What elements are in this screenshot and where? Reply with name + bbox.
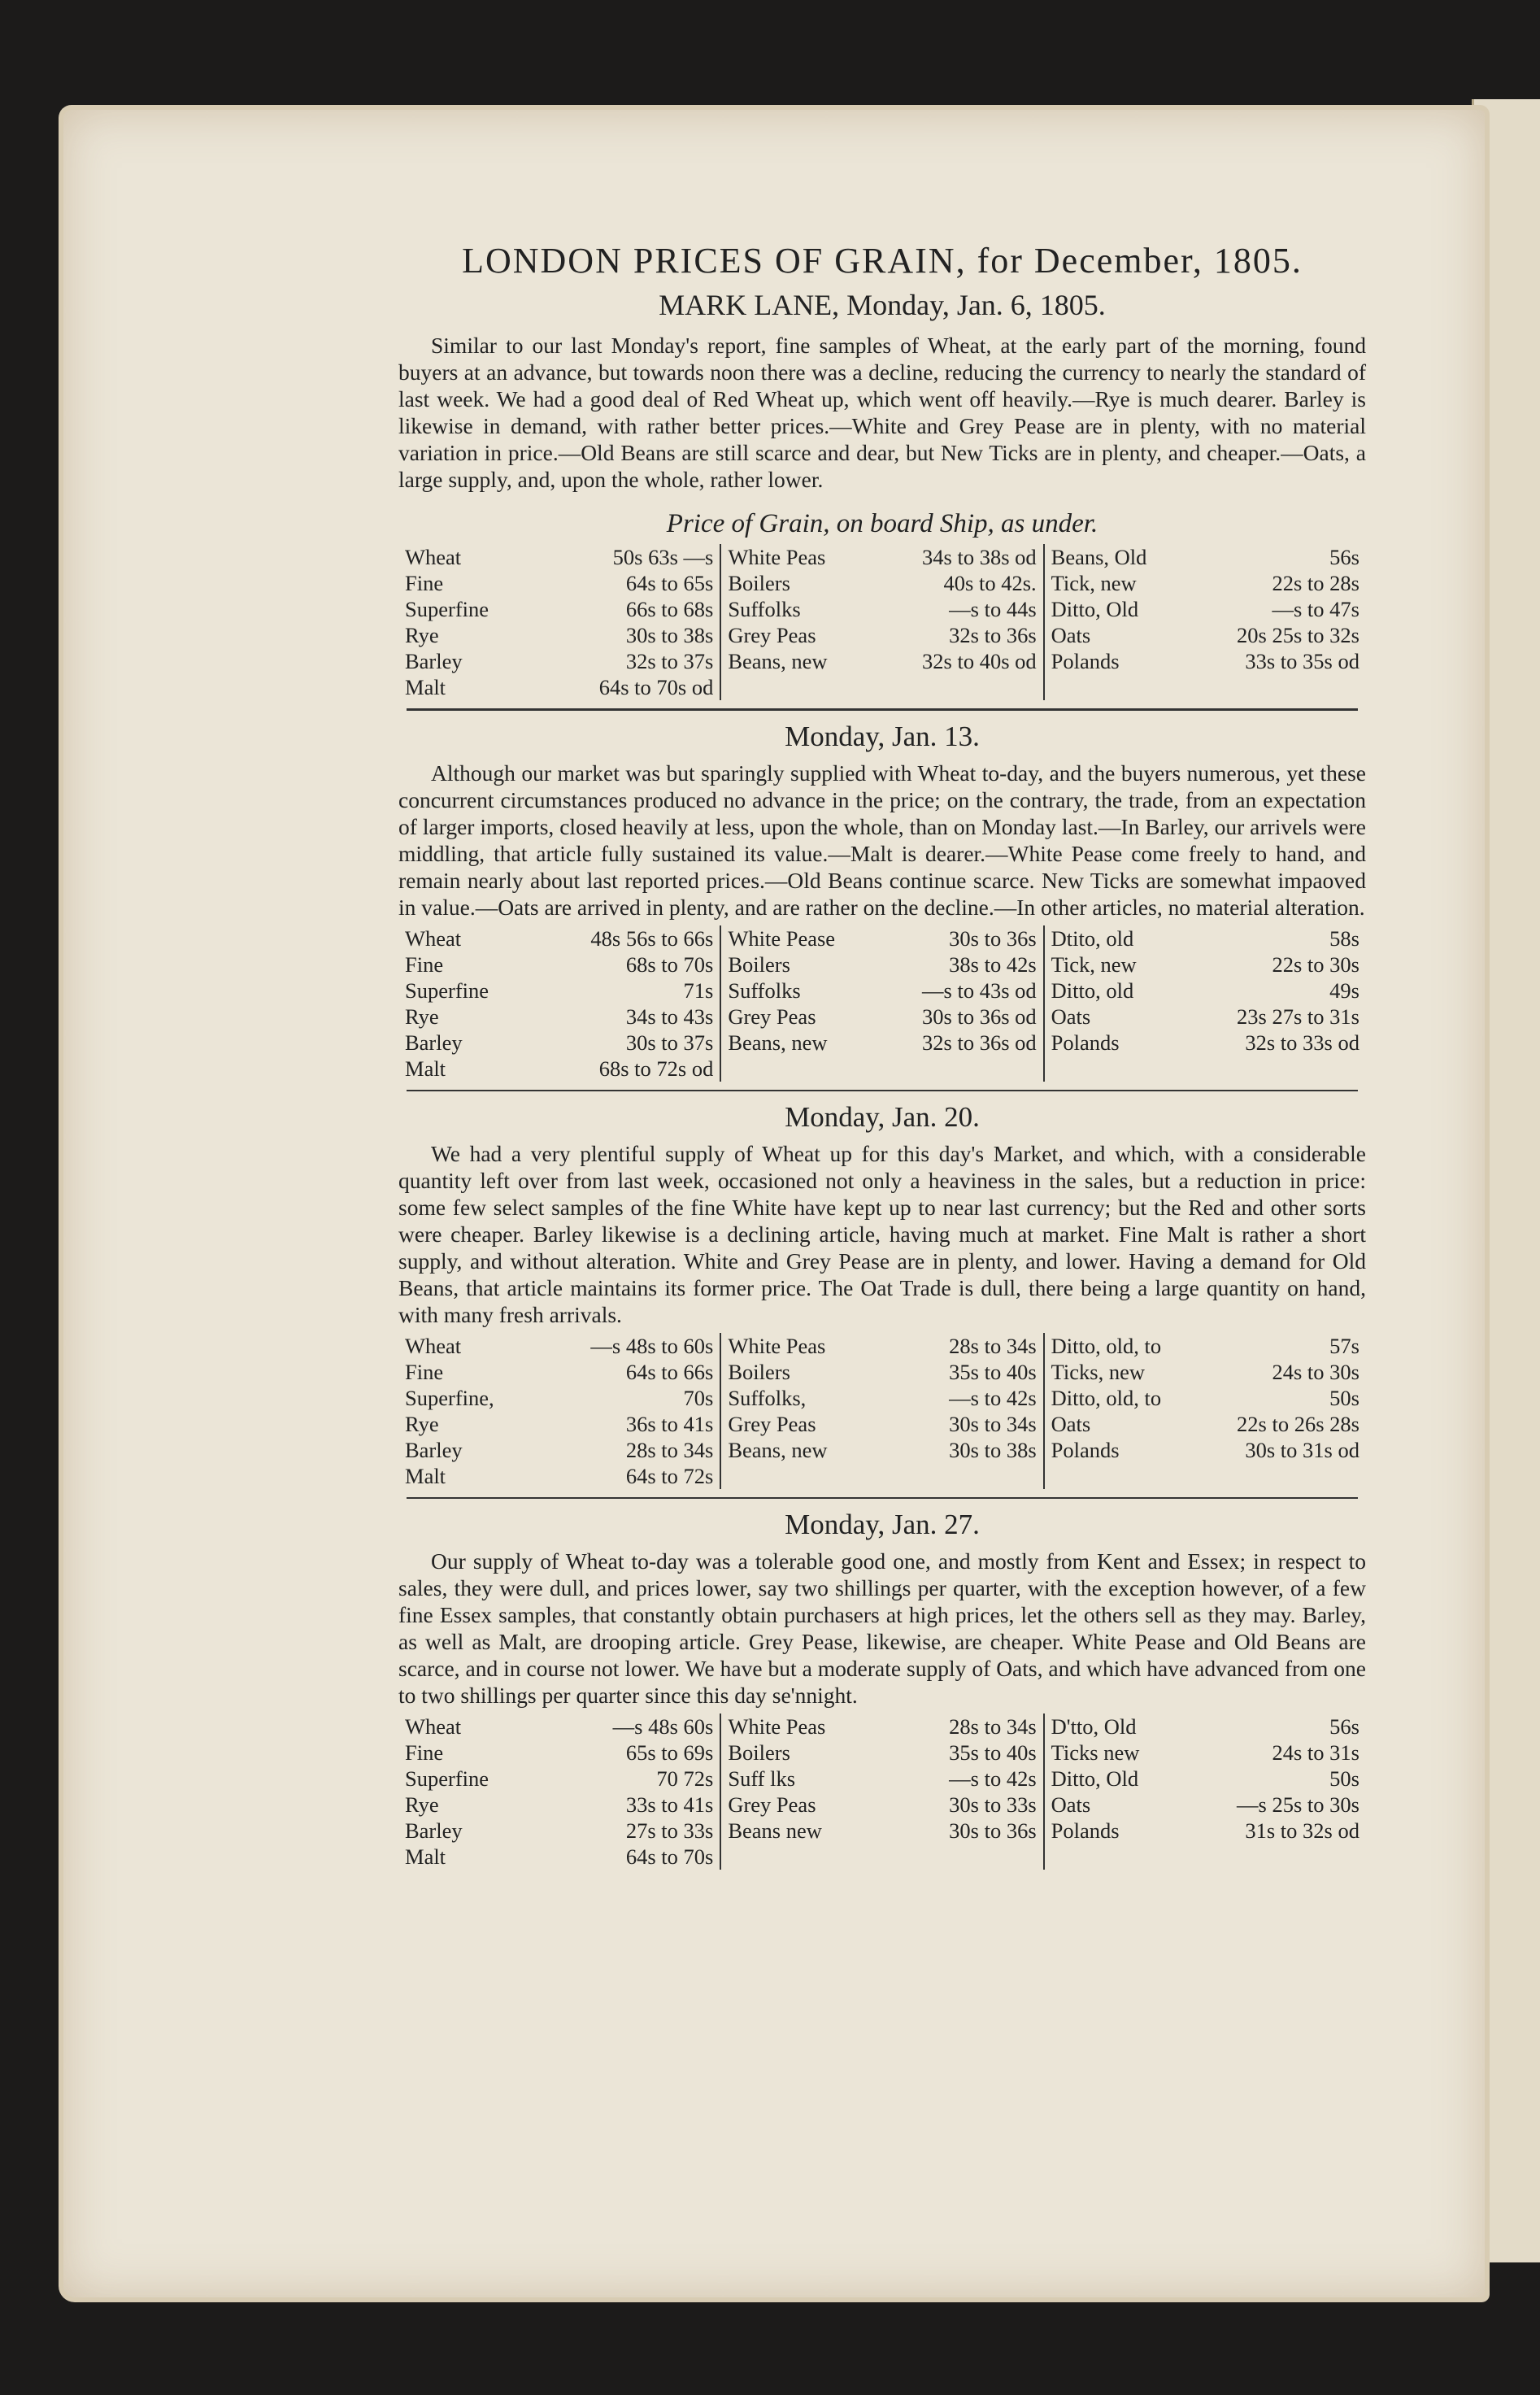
grain-price: 30s to 38s xyxy=(625,623,714,647)
price-row xyxy=(1051,1714,1359,1740)
price-row xyxy=(405,1359,713,1385)
grain-name: White Peas xyxy=(728,1714,826,1739)
price-row xyxy=(405,1740,713,1766)
grain-name: Malt xyxy=(405,1464,446,1488)
grain-price: 30s to 36s xyxy=(949,1818,1037,1843)
grain-name: Superfine, xyxy=(405,1386,494,1410)
grain-price: 31s to 32s od xyxy=(1245,1818,1359,1843)
grain-price: 28s to 34s xyxy=(625,1438,714,1462)
price-column xyxy=(1043,925,1366,1082)
grain-name: Fine xyxy=(405,952,444,977)
price-row xyxy=(1051,1437,1359,1463)
grain-price: 57s xyxy=(1329,1334,1359,1358)
price-row xyxy=(1051,978,1359,1004)
grain-price: 48s 56s to 66s xyxy=(590,926,714,951)
grain-name: Ticks, new xyxy=(1051,1360,1145,1384)
grain-name: Polands xyxy=(1051,1438,1120,1462)
grain-name: Suff lks xyxy=(728,1766,796,1791)
grain-name: Superfine xyxy=(405,597,489,621)
price-row xyxy=(405,1463,713,1489)
price-table xyxy=(398,1714,1366,1870)
price-row xyxy=(728,1333,1036,1359)
price-column xyxy=(720,1333,1042,1489)
section-paragraph: Similar to our last Monday's report, fine samples of Wheat, at the early part of the morning, found buyers at an advance, but towards noon there was a decline, reducing the currency to nearly the standard of last week. We had a good deal of Red Wheat up, which went off heavily.—Rye is much dearer. Barley is likewise in demand, with rather better prices.—White and Grey Pease are in plenty, with no material variation in price.—Old Beans are still scarce and dear, but New Ticks are in plenty, and cheaper.—Oats, a large supply, and, upon the whole, rather lower. xyxy=(398,333,1366,492)
price-row xyxy=(405,1766,713,1792)
grain-name: Wheat xyxy=(405,1714,462,1739)
report-subtitle: MARK LANE, Monday, Jan. 6, 1805. xyxy=(659,289,1106,321)
grain-name: Barley xyxy=(405,649,463,673)
price-row xyxy=(1051,1792,1359,1818)
price-column xyxy=(1043,1333,1366,1489)
section-paragraph: Our supply of Wheat to-day was a tolerable good one, and mostly from Kent and Essex; in respect to sales, they were dull, and prices lower, say two shillings per quarter, with the exception however, of a few fine Essex samples, that constantly obtain purchasers at high prices, let the others sell as they may. Barley, as well as Malt, are drooping article. Grey Pease, likewise, are cheaper. White Pease and Old Beans are scarce, and in course not lower. We have but a moderate supply of Oats, and which have advanced from one to two shillings per quarter since this day se'nnight. xyxy=(398,1548,1366,1708)
grain-price: 64s to 72s xyxy=(625,1464,714,1488)
grain-price: 33s to 35s od xyxy=(1245,649,1359,673)
grain-name: Ticks new xyxy=(1051,1740,1140,1765)
grain-price: 64s to 65s xyxy=(625,571,714,595)
section-divider xyxy=(407,1497,1358,1499)
grain-name: Suffolks xyxy=(728,597,801,621)
section-jan-13 xyxy=(398,721,1366,1091)
grain-name: Boilers xyxy=(728,1740,790,1765)
grain-price: 49s xyxy=(1329,978,1359,1003)
grain-name: Fine xyxy=(405,1740,444,1765)
grain-name: Boilers xyxy=(728,952,790,977)
grain-price: 65s to 69s xyxy=(625,1740,714,1765)
grain-name: White Peas xyxy=(728,545,826,569)
price-row xyxy=(405,1004,713,1030)
price-column xyxy=(1043,1714,1366,1870)
grain-name: Rye xyxy=(405,623,439,647)
price-table xyxy=(398,1333,1366,1489)
grain-name: Boilers xyxy=(728,1360,790,1384)
grain-name: Rye xyxy=(405,1792,439,1817)
grain-name: Barley xyxy=(405,1818,463,1843)
grain-price: 24s to 31s xyxy=(1272,1740,1359,1765)
grain-price: —s to 42s xyxy=(949,1386,1037,1410)
grain-price: 32s to 36s od xyxy=(922,1030,1037,1055)
price-row xyxy=(1051,1030,1359,1056)
grain-name: Fine xyxy=(405,1360,444,1384)
price-row xyxy=(728,596,1036,622)
grain-name: Polands xyxy=(1051,1818,1120,1843)
price-row xyxy=(405,544,713,570)
price-row xyxy=(728,978,1036,1004)
grain-price: 50s xyxy=(1329,1386,1359,1410)
price-row xyxy=(728,648,1036,674)
grain-name: Grey Peas xyxy=(728,1792,816,1817)
grain-name: Grey Peas xyxy=(728,1412,816,1436)
grain-name: Suffolks xyxy=(728,978,801,1003)
price-row xyxy=(405,1714,713,1740)
price-row xyxy=(1051,1766,1359,1792)
price-row xyxy=(405,1385,713,1411)
grain-price: —s to 47s xyxy=(1272,597,1359,621)
price-row xyxy=(728,1437,1036,1463)
price-row xyxy=(405,622,713,648)
grain-price: 22s to 28s xyxy=(1272,571,1359,595)
grain-price: 22s to 26s 28s xyxy=(1237,1412,1359,1436)
price-row xyxy=(728,951,1036,978)
price-row xyxy=(728,1030,1036,1056)
price-row xyxy=(1051,1004,1359,1030)
grain-name: Barley xyxy=(405,1030,463,1055)
grain-name: Grey Peas xyxy=(728,623,816,647)
price-row xyxy=(1051,622,1359,648)
grain-name: Superfine xyxy=(405,978,489,1003)
grain-name: D'tto, Old xyxy=(1051,1714,1137,1739)
section-jan-6 xyxy=(398,332,1366,711)
price-row xyxy=(1051,925,1359,951)
grain-price: 32s to 37s xyxy=(625,649,714,673)
grain-name: Dtito, old xyxy=(1051,926,1134,951)
price-row xyxy=(1051,1385,1359,1411)
price-row xyxy=(1051,1818,1359,1844)
grain-price: 68s to 72s od xyxy=(598,1056,714,1081)
price-row xyxy=(1051,648,1359,674)
price-row xyxy=(728,1818,1036,1844)
grain-name: Wheat xyxy=(405,545,462,569)
grain-name: Polands xyxy=(1051,649,1120,673)
grain-price: 28s to 34s xyxy=(949,1714,1037,1739)
grain-price: 32s to 40s od xyxy=(922,649,1037,673)
grain-name: Oats xyxy=(1051,623,1091,647)
grain-price: 64s to 70s xyxy=(625,1844,714,1869)
grain-price: 64s to 70s od xyxy=(598,675,714,699)
grain-price: 66s to 68s xyxy=(625,597,714,621)
grain-price: 58s xyxy=(1329,926,1359,951)
grain-price: —s 48s to 60s xyxy=(590,1334,714,1358)
grain-name: Beans, Old xyxy=(1051,545,1147,569)
grain-name: Beans new xyxy=(728,1818,822,1843)
grain-name: Wheat xyxy=(405,1334,462,1358)
price-row xyxy=(405,570,713,596)
grain-price: 68s to 70s xyxy=(625,952,714,977)
price-row xyxy=(405,1792,713,1818)
grain-price: 32s to 36s xyxy=(949,623,1037,647)
price-row xyxy=(728,1385,1036,1411)
grain-price: 30s to 34s xyxy=(949,1412,1037,1436)
grain-name: Ditto, old, to xyxy=(1051,1386,1162,1410)
section-paragraph: We had a very plentiful supply of Wheat up for this day's Market, and which, with a considerable quantity left over from last week, occasioned not only a heaviness in the sales, but a reduction in price: some few select samples of the fine White have kept up to near last currency; but the Red and other sorts were cheaper. Barley likewise is a declining article, having much at market. Fine Malt is rather a short supply, and without alteration. White and Grey Pease are in plenty, and lower. Having a demand for Old Beans, that article maintains its former price. The Oat Trade is dull, there being a large quantity on hand, with many fresh arrivals. xyxy=(398,1141,1366,1327)
grain-price: 50s xyxy=(1329,1766,1359,1791)
price-row xyxy=(405,1056,713,1082)
price-column xyxy=(1043,544,1366,700)
grain-name: Boilers xyxy=(728,571,790,595)
grain-price: 22s to 30s xyxy=(1272,952,1359,977)
grain-price: —s 25s to 30s xyxy=(1237,1792,1359,1817)
grain-name: Tick, new xyxy=(1051,952,1137,977)
price-row xyxy=(728,570,1036,596)
grain-name: Barley xyxy=(405,1438,463,1462)
price-column xyxy=(398,925,720,1082)
grain-price: 28s to 34s xyxy=(949,1334,1037,1358)
grain-name: Oats xyxy=(1051,1412,1091,1436)
grain-name: Malt xyxy=(405,1844,446,1869)
grain-price: 30s to 36s od xyxy=(922,1004,1037,1029)
price-row xyxy=(405,1333,713,1359)
grain-name: Ditto, old xyxy=(1051,978,1134,1003)
section-divider xyxy=(407,708,1358,711)
price-row xyxy=(1051,544,1359,570)
grain-price: 30s to 37s xyxy=(625,1030,714,1055)
grain-price: 27s to 33s xyxy=(625,1818,714,1843)
grain-name: Beans, new xyxy=(728,1438,828,1462)
grain-name: Ditto, Old xyxy=(1051,1766,1139,1791)
grain-price: 36s to 41s xyxy=(625,1412,714,1436)
price-row xyxy=(405,648,713,674)
price-row xyxy=(728,1714,1036,1740)
grain-name: Malt xyxy=(405,1056,446,1081)
grain-price: 32s to 33s od xyxy=(1245,1030,1359,1055)
price-row xyxy=(1051,951,1359,978)
grain-price: 33s to 41s xyxy=(625,1792,714,1817)
price-row xyxy=(728,1792,1036,1818)
grain-price: 40s to 42s. xyxy=(943,571,1037,595)
price-row xyxy=(405,978,713,1004)
grain-name: Superfine xyxy=(405,1766,489,1791)
grain-name: Ditto, old, to xyxy=(1051,1334,1162,1358)
grain-name: Rye xyxy=(405,1004,439,1029)
price-column xyxy=(720,925,1042,1082)
grain-name: Oats xyxy=(1051,1792,1091,1817)
price-row xyxy=(405,1437,713,1463)
grain-name: Wheat xyxy=(405,926,462,951)
grain-price: 34s to 43s xyxy=(625,1004,714,1029)
price-table xyxy=(398,544,1366,700)
price-row xyxy=(728,1411,1036,1437)
grain-price: —s to 44s xyxy=(949,597,1037,621)
grain-report xyxy=(398,240,1366,1870)
grain-price: 30s to 33s xyxy=(949,1792,1037,1817)
grain-price: —s 48s 60s xyxy=(612,1714,714,1739)
grain-price: 71s xyxy=(683,978,714,1003)
price-row xyxy=(405,596,713,622)
price-column xyxy=(398,544,720,700)
section-heading: Monday, Jan. 13. xyxy=(785,721,980,752)
table-heading: Price of Grain, on board Ship, as under. xyxy=(666,509,1098,538)
grain-price: 20s 25s to 32s xyxy=(1237,623,1359,647)
page-title: LONDON PRICES OF GRAIN, for December, 1805. xyxy=(462,241,1303,281)
price-row xyxy=(728,925,1036,951)
price-row xyxy=(728,1004,1036,1030)
grain-price: 35s to 40s xyxy=(949,1360,1037,1384)
section-jan-27 xyxy=(398,1509,1366,1870)
price-row xyxy=(1051,1740,1359,1766)
grain-price: 70s xyxy=(683,1386,714,1410)
grain-name: Oats xyxy=(1051,1004,1091,1029)
grain-name: Polands xyxy=(1051,1030,1120,1055)
grain-price: 70 72s xyxy=(656,1766,714,1791)
grain-name: Suffolks, xyxy=(728,1386,807,1410)
price-column xyxy=(398,1714,720,1870)
price-row xyxy=(1051,596,1359,622)
section-paragraph: Although our market was but sparingly supplied with Wheat to-day, and the buyers numerous, yet these concurrent circumstances produced no advance in the price; on the contrary, the trade, from an expectation of larger imports, closed heavily at less, upon the whole, than on Monday last.—In Barley, our arrivels were middling, that article fully sustained its value.—Malt is dearer.—White Pease come freely to hand, and remain nearly about last reported prices.—Old Beans continue scarce. New Ticks are somewhat impaoved in value.—Oats are arrived in plenty, and are rather on the decline.—In other articles, no material alteration. xyxy=(398,760,1366,920)
price-row xyxy=(728,1740,1036,1766)
price-row xyxy=(728,544,1036,570)
grain-name: Fine xyxy=(405,571,444,595)
section-heading: Monday, Jan. 27. xyxy=(785,1509,980,1540)
grain-price: 64s to 66s xyxy=(625,1360,714,1384)
grain-name: Tick, new xyxy=(1051,571,1137,595)
grain-name: Grey Peas xyxy=(728,1004,816,1029)
section-divider xyxy=(407,1090,1358,1091)
price-row xyxy=(405,1844,713,1870)
grain-price: 56s xyxy=(1329,1714,1359,1739)
price-column xyxy=(720,544,1042,700)
grain-price: 34s to 38s od xyxy=(922,545,1037,569)
price-table xyxy=(398,925,1366,1082)
price-row xyxy=(405,925,713,951)
grain-name: Ditto, Old xyxy=(1051,597,1139,621)
grain-name: White Pease xyxy=(728,926,836,951)
price-row xyxy=(405,1818,713,1844)
price-row xyxy=(728,622,1036,648)
price-row xyxy=(405,951,713,978)
grain-price: 35s to 40s xyxy=(949,1740,1037,1765)
price-column xyxy=(398,1333,720,1489)
grain-price: 38s to 42s xyxy=(949,952,1037,977)
price-row xyxy=(405,1030,713,1056)
grain-price: —s to 42s xyxy=(949,1766,1037,1791)
grain-price: 56s xyxy=(1329,545,1359,569)
price-row xyxy=(405,1411,713,1437)
price-column xyxy=(720,1714,1042,1870)
grain-price: 30s to 31s od xyxy=(1245,1438,1359,1462)
grain-name: Malt xyxy=(405,675,446,699)
price-row xyxy=(728,1359,1036,1385)
grain-name: Rye xyxy=(405,1412,439,1436)
grain-price: 50s 63s —s xyxy=(612,545,714,569)
section-jan-20 xyxy=(398,1101,1366,1499)
price-row xyxy=(1051,570,1359,596)
grain-name: White Peas xyxy=(728,1334,826,1358)
price-row xyxy=(405,674,713,700)
grain-price: 23s 27s to 31s xyxy=(1237,1004,1359,1029)
price-row xyxy=(1051,1359,1359,1385)
price-row xyxy=(728,1766,1036,1792)
grain-price: 30s to 36s xyxy=(949,926,1037,951)
grain-name: Beans, new xyxy=(728,649,828,673)
section-heading: Monday, Jan. 20. xyxy=(785,1101,980,1133)
grain-price: —s to 43s od xyxy=(922,978,1037,1003)
price-row xyxy=(1051,1333,1359,1359)
grain-price: 30s to 38s xyxy=(949,1438,1037,1462)
price-row xyxy=(1051,1411,1359,1437)
grain-price: 24s to 30s xyxy=(1272,1360,1359,1384)
grain-name: Beans, new xyxy=(728,1030,828,1055)
